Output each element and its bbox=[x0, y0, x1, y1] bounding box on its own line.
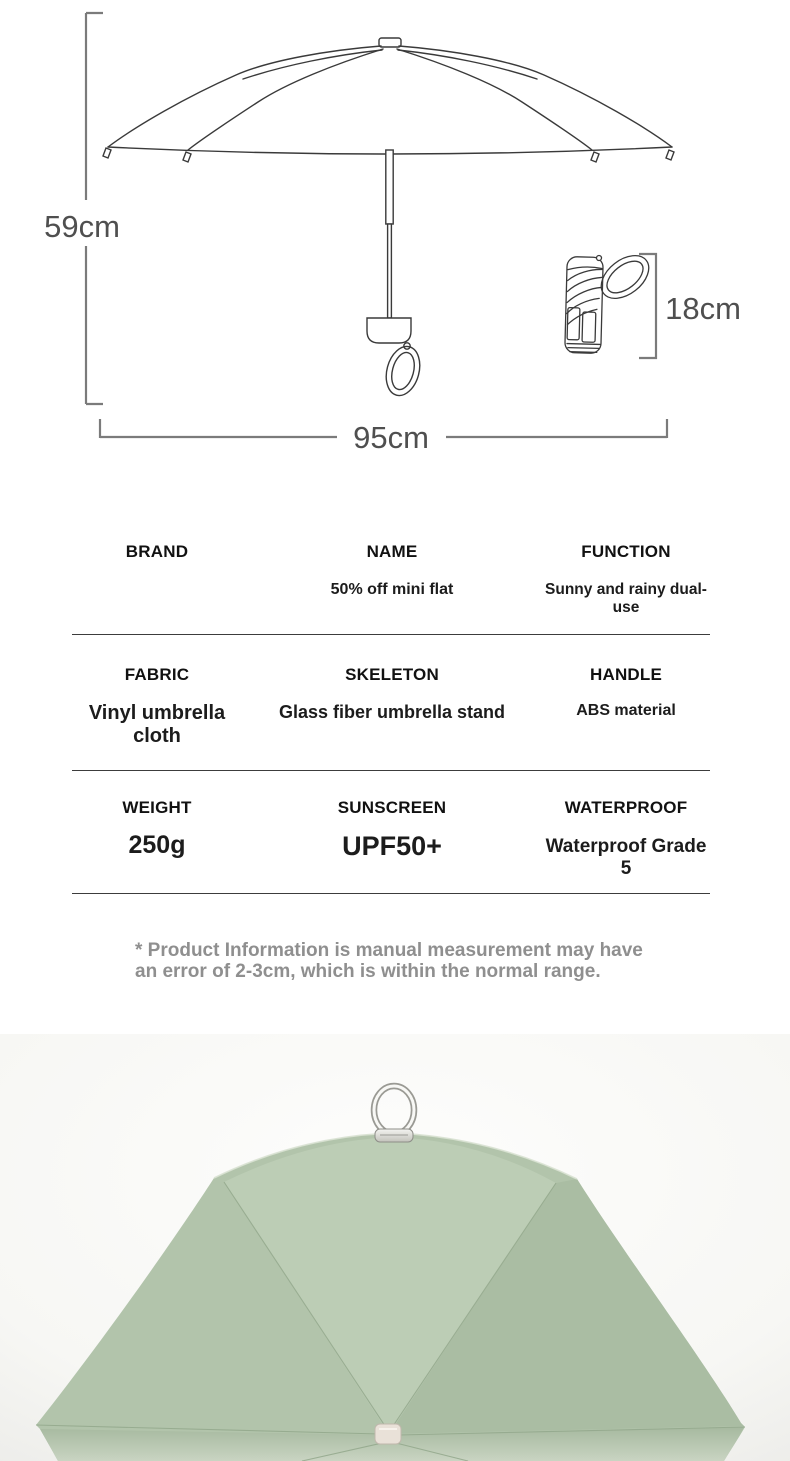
spec-cell-waterproof bbox=[542, 771, 710, 893]
green-umbrella-photo bbox=[0, 1020, 790, 1461]
dimension-diagram bbox=[0, 0, 790, 472]
spec-header: NAME bbox=[366, 542, 418, 561]
spec-cell-fabric bbox=[72, 635, 242, 770]
product-photo bbox=[0, 1020, 790, 1461]
wrist-strap-icon bbox=[381, 343, 425, 400]
spec-value: Glass fiber umbrella stand bbox=[278, 702, 506, 722]
spec-cell-handle bbox=[542, 635, 710, 770]
spec-cell-name bbox=[242, 519, 542, 634]
spec-cell-sunscreen bbox=[242, 771, 542, 893]
spec-value: Sunny and rainy dual-use bbox=[545, 581, 707, 616]
spec-value: UPF50+ bbox=[342, 831, 442, 861]
spec-header: SKELETON bbox=[345, 665, 439, 684]
width-dimension-label: 95cm bbox=[353, 420, 429, 455]
spec-cell-weight bbox=[72, 771, 242, 893]
spec-cell-skeleton bbox=[242, 635, 542, 770]
spec-header: FUNCTION bbox=[581, 542, 671, 561]
spec-value: Waterproof Grade 5 bbox=[545, 836, 707, 879]
spec-value: ABS material bbox=[576, 702, 676, 719]
spec-row-3 bbox=[72, 771, 710, 894]
umbrella-handle bbox=[367, 318, 411, 343]
spec-row-1 bbox=[72, 519, 710, 635]
spec-cell-brand bbox=[72, 519, 242, 634]
center-tip bbox=[375, 1424, 401, 1444]
umbrella-sketch bbox=[0, 0, 790, 472]
spec-value: Vinyl umbrella cloth bbox=[88, 702, 226, 747]
spec-header: HANDLE bbox=[589, 665, 663, 684]
height-dimension-label: 59cm bbox=[44, 209, 120, 244]
dimension-lines bbox=[86, 13, 667, 438]
spec-header: WATERPROOF bbox=[564, 798, 688, 817]
folded-dimension-label: 18cm bbox=[665, 291, 741, 326]
measurement-disclaimer: * Product Information is manual measurement may have an error of 2-3cm, which is within the normal range. bbox=[135, 940, 643, 982]
spec-table bbox=[72, 519, 710, 894]
spec-header: FABRIC bbox=[124, 665, 190, 684]
folded-dimension-bracket bbox=[639, 254, 656, 358]
spec-cell-function bbox=[542, 519, 710, 634]
spec-row-2 bbox=[72, 635, 710, 771]
spec-header: BRAND bbox=[125, 542, 189, 561]
folded-umbrella-icon bbox=[565, 247, 657, 353]
spec-header: SUNSCREEN bbox=[337, 798, 447, 817]
spec-value: 250g bbox=[128, 831, 186, 859]
umbrella-top-cap bbox=[379, 38, 401, 47]
spec-header: WEIGHT bbox=[122, 798, 192, 817]
spec-value: 50% off mini flat bbox=[330, 581, 454, 598]
umbrella-shaft bbox=[386, 150, 393, 224]
